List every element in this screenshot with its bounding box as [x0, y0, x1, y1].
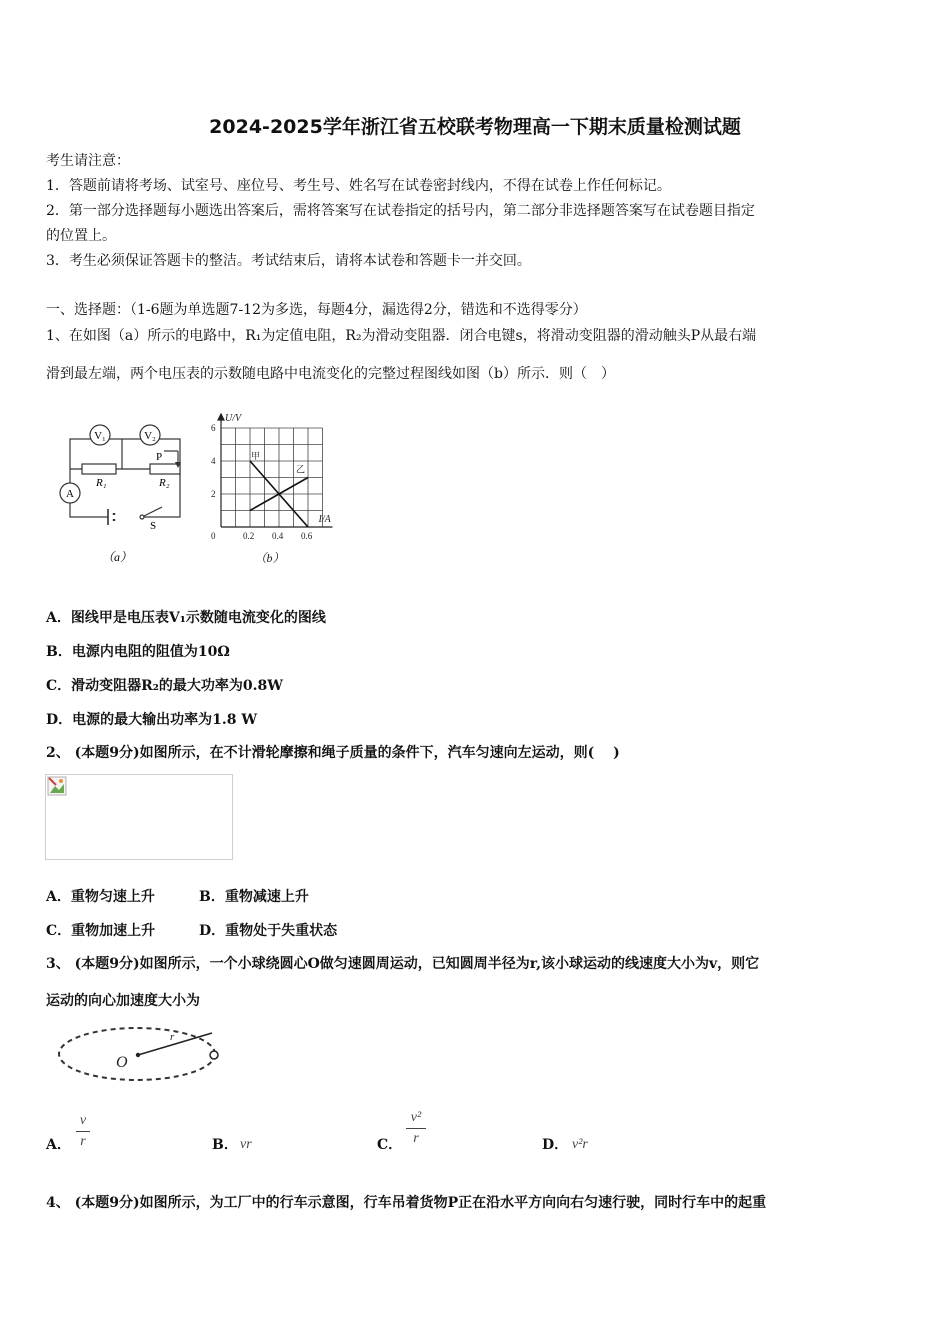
- q3-option-d-expr: v²r: [572, 1137, 588, 1152]
- q1-option-d[interactable]: D．电源的最大输出功率为1.8 W: [46, 712, 258, 728]
- q1-ui-chart: [205, 408, 360, 573]
- q2-option-d[interactable]: D．重物处于失重状态: [199, 923, 338, 939]
- q3-stem-line1: 3、 (本题9分)如图所示，一个小球绕圆心O做匀速圆周运动，已知圆周半径为r,该小球运动的线速度大小为v，则它: [46, 956, 760, 972]
- y-axis-label: U/V: [225, 413, 242, 424]
- r1-label: R₁: [96, 477, 107, 489]
- series-label: 甲: [251, 451, 261, 461]
- slider-p-label: P: [156, 451, 163, 463]
- q1-option-c[interactable]: C．滑动变阻器R₂的最大功率为0.8W: [46, 678, 283, 694]
- circuit-caption: （a）: [102, 550, 133, 564]
- x-tick-label: 0.4: [272, 531, 284, 541]
- y-tick-label: 2: [211, 489, 216, 499]
- x-tick-label: 0: [211, 531, 216, 541]
- q3-option-c[interactable]: C．: [377, 1137, 403, 1153]
- center-o-label: O: [116, 1054, 128, 1071]
- q1-stem-line1: 1、在如图（a）所示的电路中，R₁为定值电阻，R₂为滑动变阻器．闭合电键s，将滑动变阻器的滑动触头P从最右端: [46, 328, 757, 344]
- q3-option-b-expr: vr: [240, 1137, 252, 1152]
- broken-image-icon: [47, 776, 67, 796]
- switch-label: S: [150, 520, 157, 532]
- y-tick-label: 6: [211, 423, 216, 433]
- y-axis-arrow: [218, 414, 224, 420]
- y-tick-label: 4: [211, 456, 216, 466]
- q1-circuit-figure: [50, 415, 200, 570]
- q1-option-a[interactable]: A．图线甲是电压表V₁示数随电流变化的图线: [46, 610, 326, 626]
- q2-broken-image-placeholder: [45, 774, 233, 860]
- q3-stem-line2: 运动的向心加速度大小为: [46, 993, 200, 1009]
- q1-option-b[interactable]: B．电源内电阻的阻值为10Ω: [46, 644, 230, 660]
- ammeter-label: A: [66, 488, 74, 500]
- notice-heading: 考生请注意：: [46, 153, 130, 169]
- q2-option-a[interactable]: A．重物匀速上升: [46, 889, 155, 905]
- chart-caption: （b）: [254, 551, 285, 565]
- q3-option-a-expr: v r: [76, 1113, 90, 1150]
- section-heading: 一、选择题：（1-6题为单选题7-12为多选，每题4分，漏选得2分，错选和不选得零分）: [46, 302, 587, 318]
- q3-option-a[interactable]: A．: [46, 1137, 71, 1153]
- q2-option-b[interactable]: B．重物减速上升: [199, 889, 309, 905]
- x-axis-label: I/A: [318, 514, 331, 525]
- q2-stem: 2、 (本题9分)如图所示，在不计滑轮摩擦和绳子质量的条件下，汽车匀速向左运动，则( ): [46, 745, 620, 761]
- r2-label: R₂: [159, 477, 170, 489]
- q3-option-b[interactable]: B．: [212, 1137, 238, 1153]
- notice-item-2: 2．第一部分选择题每小题选出答案后，需将答案写在试卷指定的括号内，第二部分非选择题答案写在试卷题目指定: [46, 203, 755, 219]
- radius-r-label: r: [170, 1031, 175, 1043]
- notice-item-1: 1．答题前请将考场、试室号、座位号、考生号、姓名写在试卷密封线内，不得在试卷上作任何标记。: [46, 178, 671, 194]
- series-label: 乙: [296, 464, 306, 475]
- q3-option-d[interactable]: D．: [542, 1137, 569, 1153]
- page-title: 2024-2025学年浙江省五校联考物理高一下期末质量检测试题: [209, 116, 741, 138]
- notice-item-2-cont: 的位置上。: [46, 228, 116, 244]
- q3-option-c-expr: v² r: [406, 1110, 426, 1147]
- q4-stem: 4、 (本题9分)如图所示，为工厂中的行车示意图，行车吊着货物P正在沿水平方向向右匀速行驶，同时行车中的起重: [46, 1195, 767, 1211]
- q3-circle-figure: [52, 1022, 227, 1087]
- v1-label: V₁: [94, 430, 106, 442]
- x-tick-label: 0.6: [301, 531, 313, 541]
- x-tick-label: 0.2: [243, 531, 255, 541]
- notice-item-3: 3．考生必须保证答题卡的整洁。考试结束后，请将本试卷和答题卡一并交回。: [46, 253, 531, 269]
- q1-stem-line2: 滑到最左端，两个电压表的示数随电路中电流变化的完整过程图线如图（b）所示．则（ ）: [46, 366, 615, 382]
- q2-option-c[interactable]: C．重物加速上升: [46, 923, 156, 939]
- v2-label: V₂: [144, 430, 156, 442]
